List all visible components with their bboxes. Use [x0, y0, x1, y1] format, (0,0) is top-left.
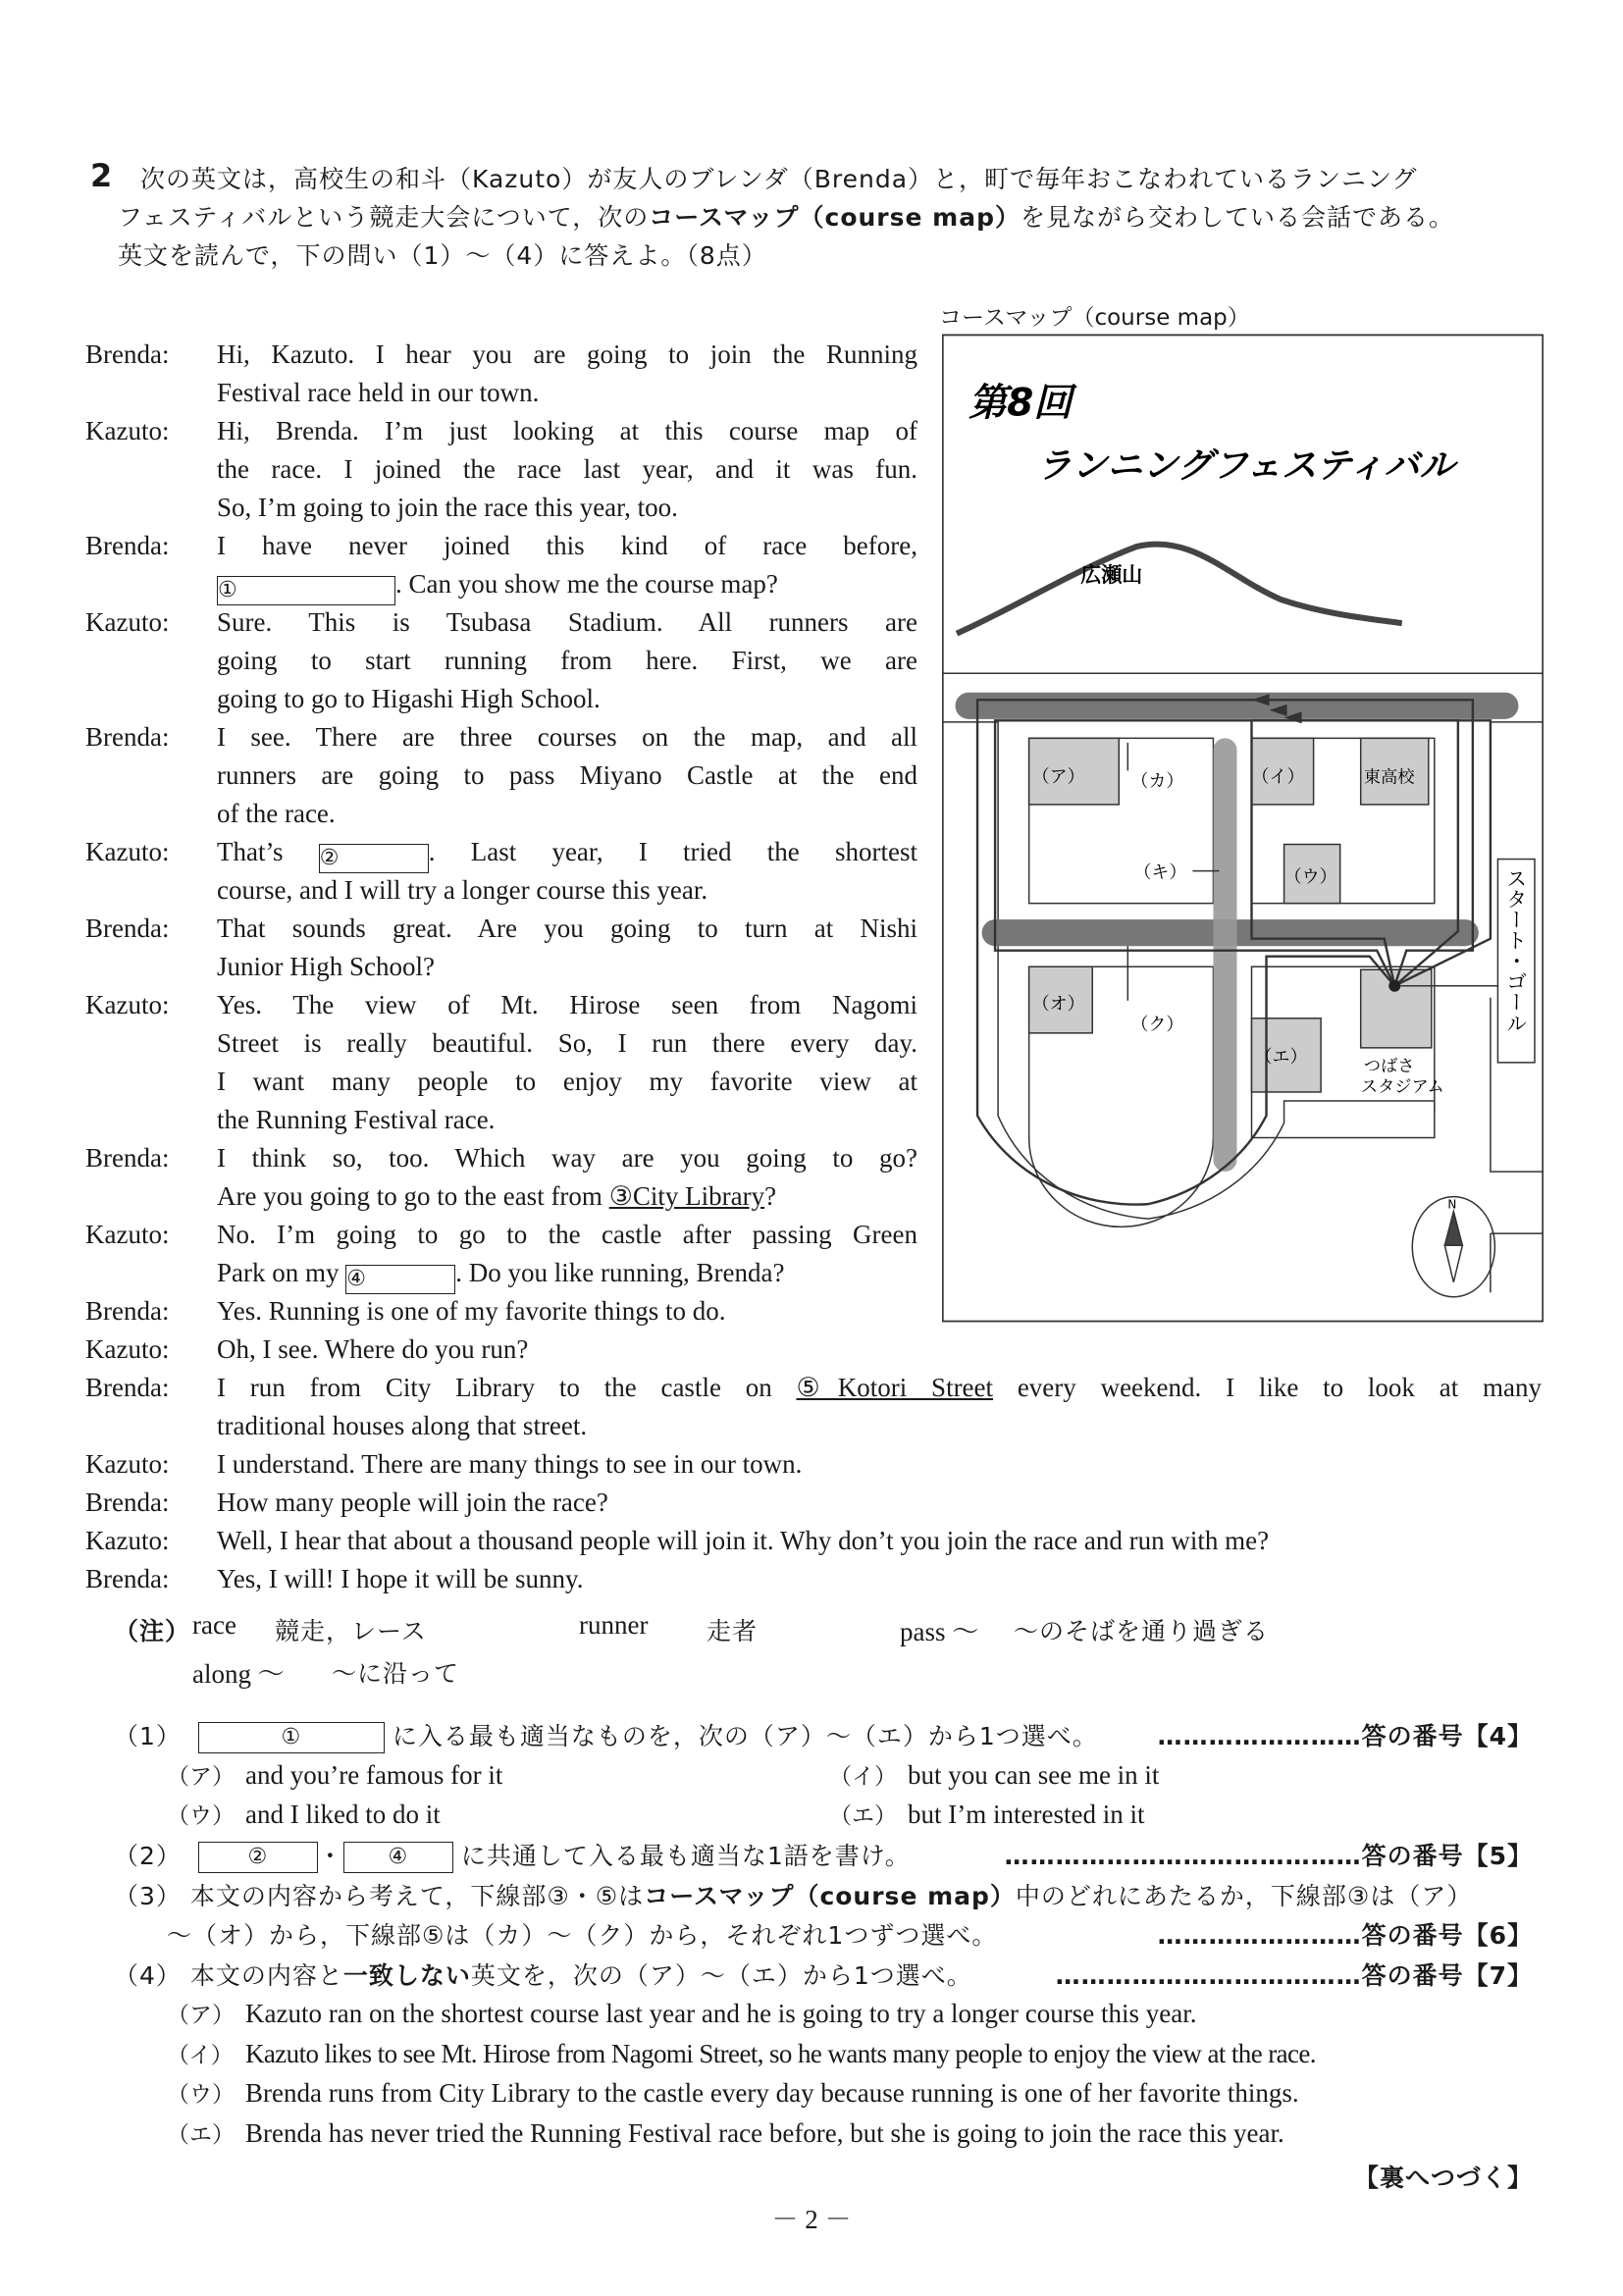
line-text: every weekend. I like to look at many [993, 1373, 1542, 1402]
intro-course-map: コースマップ（course map） [649, 203, 1021, 232]
dialogue-line [217, 607, 917, 638]
line-text: Yes. The view of Mt. Hirose seen from Nagomi [217, 990, 917, 1019]
answer-blank-box: ② [319, 844, 429, 873]
label-i: （イ） [1251, 766, 1305, 788]
note-term: runner [579, 1610, 649, 1640]
question-3-line-2: ～（オ）から，下線部⑤は（カ）～（ク）から，それぞれ1つずつ選べ。 [167, 1921, 998, 1950]
line-text: Yes. Running is one of my favorite things to do. [217, 1296, 726, 1326]
blank-2-box: ② [198, 1842, 318, 1873]
option-text: Brenda has never tried the Running Festival race before, but she is going to join the race this year. [245, 2118, 1284, 2148]
continue-note: 【裏へつづく】 [1353, 2164, 1533, 2192]
label-ki: （キ） [1133, 862, 1187, 884]
line-text: Park on my [217, 1258, 346, 1287]
line-text: Yes, I will! I hope it will be sunny. [217, 1564, 584, 1593]
q4-option-u [167, 2076, 1299, 2109]
line-text: Are you going to go to the east from [217, 1181, 609, 1211]
line-text: runners are going to pass Miyano Castle at the end [217, 760, 917, 790]
stadium-label-1: つばさ [1363, 1056, 1415, 1076]
option-label: （イ） [829, 1764, 897, 1790]
question-number: 2 [90, 157, 113, 194]
option-text: but I’m interested in it [908, 1800, 1145, 1829]
dialogue-line [217, 1143, 917, 1174]
line-text: . Last year, I tried the shortest [428, 837, 917, 866]
dialogue-line [217, 760, 917, 791]
start-point [1388, 980, 1400, 992]
note-meaning: 競走，レース [275, 1617, 427, 1645]
line-text: Well, I hear that about a thousand people will join it. Why don’t you join the race and run with me? [217, 1526, 1270, 1555]
answer-number-7: ………………………………答の番号【7】 [1055, 1961, 1533, 1990]
question-3-text: 本文の内容から考えて，下線部③・⑤は [189, 1882, 645, 1910]
speaker-name: Kazuto: [85, 837, 170, 866]
dialogue-line [217, 493, 917, 523]
question-4-text: 本文の内容と [189, 1961, 343, 1990]
answer-number-6: ……………………答の番号【6】 [1157, 1921, 1533, 1950]
speaker-name: Brenda: [85, 913, 170, 943]
line-text: I understand. There are many things to see in our town. [217, 1449, 803, 1479]
dialogue-line [217, 1220, 917, 1250]
question-3 [114, 1877, 1472, 1912]
option-label: （イ） [167, 2043, 234, 2068]
dialogue-line [217, 531, 917, 561]
dialogue-line [217, 339, 917, 370]
line-text: I see. There are three courses on the map, and all [217, 722, 917, 752]
dialogue-line [217, 1181, 917, 1212]
dialogue-line [217, 837, 917, 873]
dialogue-line [217, 875, 917, 906]
dialogue-line [217, 1526, 1542, 1556]
dialogue-line [217, 378, 917, 408]
line-text: How many people will join the race? [217, 1487, 608, 1517]
line-text: Hi, Brenda. I’m just looking at this course map of [217, 416, 917, 445]
line-text: traditional houses along that street. [217, 1411, 588, 1440]
separator-dot: ・ [317, 1842, 343, 1870]
answer-number-5: ……………………………………答の番号【5】 [1004, 1842, 1533, 1870]
speaker-name: Kazuto: [85, 416, 170, 445]
line-text: Sure. This is Tsubasa Stadium. All runners are [217, 607, 917, 637]
line-text: . Can you show me the course map? [395, 569, 778, 599]
note-meaning: ～に沿って [332, 1659, 460, 1688]
option-text: and you’re famous for it [245, 1760, 503, 1790]
line-text: I run from City Library to the castle on [217, 1373, 797, 1402]
question-2-number: （2） [114, 1842, 182, 1870]
label-ku: （ク） [1130, 1014, 1184, 1035]
question-1-number: （1） [114, 1722, 182, 1750]
q4-option-e [167, 2116, 1284, 2149]
option-label: （エ） [829, 1803, 897, 1829]
blank-4-box: ④ [343, 1842, 453, 1873]
speaker-name: Kazuto: [85, 990, 170, 1019]
question-1-text: に入る最も適当なものを，次の（ア）～（エ）から1つ選べ。 [392, 1722, 1098, 1750]
line-text: going to go to Higashi High School. [217, 684, 601, 713]
question-3-text: 中のどれにあたるか，下線部③は（ア） [1015, 1882, 1473, 1910]
line-text: I want many people to enjoy my favorite view at [217, 1067, 917, 1096]
question-1 [114, 1717, 1098, 1753]
line-text: Street is really beautiful. So, I run there every day. [217, 1028, 917, 1058]
dialogue-line [217, 799, 917, 829]
line-text: I think so, too. Which way are you going to go? [217, 1143, 917, 1173]
speaker-name: Brenda: [85, 531, 170, 560]
line-text: . Do you like running, Brenda? [455, 1258, 785, 1287]
dialogue-line [217, 1334, 917, 1365]
line-text: Hi, Kazuto. I hear you are going to join the Running [217, 339, 917, 369]
line-text: That sounds great. Are you going to turn at Nishi [217, 913, 917, 943]
line-text: So, I’m going to join the race this year, too. [217, 493, 678, 522]
speaker-name: Brenda: [85, 1487, 170, 1517]
underlined-phrase: ⑤Kotori Street [796, 1373, 994, 1402]
dialogue-line [217, 1067, 917, 1097]
answer-number-4: ……………………答の番号【4】 [1157, 1722, 1533, 1750]
dialogue-line [217, 1411, 1542, 1441]
speaker-name: Brenda: [85, 339, 170, 369]
answer-blank-box: ① [217, 576, 395, 605]
dialogue-line [217, 1105, 917, 1135]
dialogue-line [217, 1296, 917, 1327]
dialogue-line [217, 1028, 917, 1059]
line-text: the Running Festival race. [217, 1105, 496, 1134]
label-o: （オ） [1031, 993, 1085, 1015]
line-text: ? [764, 1181, 777, 1211]
dialogue-line [217, 684, 917, 714]
page-number: － 2 － [771, 2205, 852, 2234]
option-label: （ウ） [167, 2082, 235, 2108]
question-4-number: （4） [114, 1961, 182, 1990]
mountain-label: 広瀬山 [1080, 562, 1143, 588]
option-text: Kazuto likes to see Mt. Hirose from Nagomi Street, so he wants many people to enjoy the view at the race. [245, 2039, 1316, 2068]
speaker-name: Brenda: [85, 1143, 170, 1173]
map-caption: コースマップ（course map） [939, 305, 1250, 331]
option-text: but you can see me in it [908, 1760, 1160, 1790]
line-text: of the race. [217, 799, 336, 828]
note-meaning: 走者 [707, 1617, 759, 1645]
intro-line-1: 次の英文は，高校生の和斗（Kazuto）が友人のブレンダ（Brenda）と，町で毎年おこなわれているランニング [140, 165, 1418, 193]
speaker-name: Kazuto: [85, 607, 170, 637]
question-4 [114, 1957, 972, 1992]
underlined-phrase: ③City Library [608, 1181, 765, 1211]
q1-option-i [829, 1758, 1159, 1791]
label-ka: （カ） [1130, 770, 1184, 792]
dialogue-line [217, 646, 917, 676]
dialogue-line [217, 1487, 1542, 1518]
q1-option-a [167, 1758, 502, 1791]
higashi-label: 東高校 [1363, 767, 1415, 788]
dialogue-line [217, 1449, 1542, 1480]
question-2-text: に共通して入る最も適当な1語を書け。 [460, 1842, 911, 1870]
question-2 [114, 1837, 911, 1873]
line-text: Oh, I see. Where do you run? [217, 1334, 529, 1364]
option-label: （ア） [167, 1764, 235, 1790]
dialogue-line [217, 952, 917, 982]
note-meaning: ～のそばを通り過ぎる [1014, 1617, 1270, 1645]
line-text: That’s [217, 837, 319, 866]
note-term: pass ～ [900, 1617, 979, 1646]
dialogue-line [217, 722, 917, 753]
start-goal-label: スタート・ゴール [1503, 867, 1529, 1033]
question-4-text: 英文を，次の（ア）～（エ）から1つ選べ。 [470, 1961, 972, 1990]
intro-line-3: 英文を読んで，下の問い（1）～（4）に答えよ。（8点） [118, 241, 767, 270]
map-title-edition: 第8回 [969, 381, 1073, 426]
q4-option-a [167, 1997, 1196, 2029]
dialogue-line [217, 1564, 1542, 1594]
question-3-course-map: コースマップ（course map） [644, 1882, 1016, 1910]
line-text: Junior High School? [217, 952, 435, 981]
label-e: （エ） [1254, 1046, 1308, 1068]
option-text: and I liked to do it [245, 1800, 441, 1829]
speaker-name: Kazuto: [85, 1449, 170, 1479]
dialogue-line [217, 569, 917, 605]
question-3-number: （3） [114, 1882, 182, 1910]
line-text: course, and I will try a longer course this year. [217, 875, 708, 905]
dialogue-line [217, 454, 917, 485]
intro-line-2 [118, 198, 1454, 234]
dialogue-line [217, 1258, 917, 1294]
line-text: the race. I joined the race last year, and it was fun. [217, 454, 917, 484]
line-text: No. I’m going to go to the castle after passing Green [217, 1220, 917, 1249]
notes-label: （注） [114, 1617, 191, 1645]
line-text: I have never joined this kind of race before, [217, 531, 917, 560]
dialogue-line [217, 416, 917, 446]
map-title: ランニングフェスティバル [1036, 444, 1455, 487]
question-4-emphasis: 一致しない [342, 1961, 471, 1990]
north-label: N [1447, 1197, 1457, 1212]
q1-option-u [167, 1798, 441, 1830]
speaker-name: Kazuto: [85, 1526, 170, 1555]
dialogue-line [217, 990, 917, 1020]
line-text: Festival race held in our town. [217, 378, 540, 407]
course-map [942, 334, 1544, 1323]
option-label: （ア） [167, 2003, 235, 2028]
blank-1-box: ① [198, 1722, 385, 1753]
intro-text: を見ながら交わしている会話である。 [1021, 203, 1455, 232]
option-text: Kazuto ran on the shortest course last year and he is going to try a longer course this year. [245, 1999, 1197, 2028]
speaker-name: Brenda: [85, 1296, 170, 1326]
option-label: （エ） [167, 2122, 235, 2148]
q1-option-e [829, 1798, 1144, 1830]
speaker-name: Brenda: [85, 1564, 170, 1593]
speaker-name: Brenda: [85, 722, 170, 752]
option-text: Brenda runs from City Library to the castle every day because running is one of her favorite things. [245, 2078, 1299, 2108]
speaker-name: Kazuto: [85, 1334, 170, 1364]
note-term: along ～ [192, 1659, 285, 1689]
stadium-label-2: スタジアム [1360, 1076, 1444, 1097]
answer-blank-box: ④ [345, 1265, 455, 1294]
line-text: going to start running from here. First, we are [217, 646, 917, 675]
intro-text: フェスティバルという競走大会について，次の [118, 203, 650, 232]
speaker-name: Brenda: [85, 1373, 170, 1402]
dialogue-line [217, 1373, 1542, 1403]
q4-option-i [167, 2037, 1316, 2069]
dialogue-line [217, 913, 917, 944]
speaker-name: Kazuto: [85, 1220, 170, 1249]
note-term: race [192, 1610, 236, 1640]
option-label: （ウ） [167, 1803, 235, 1829]
label-a: （ア） [1031, 766, 1085, 788]
label-u: （ウ） [1283, 866, 1337, 888]
